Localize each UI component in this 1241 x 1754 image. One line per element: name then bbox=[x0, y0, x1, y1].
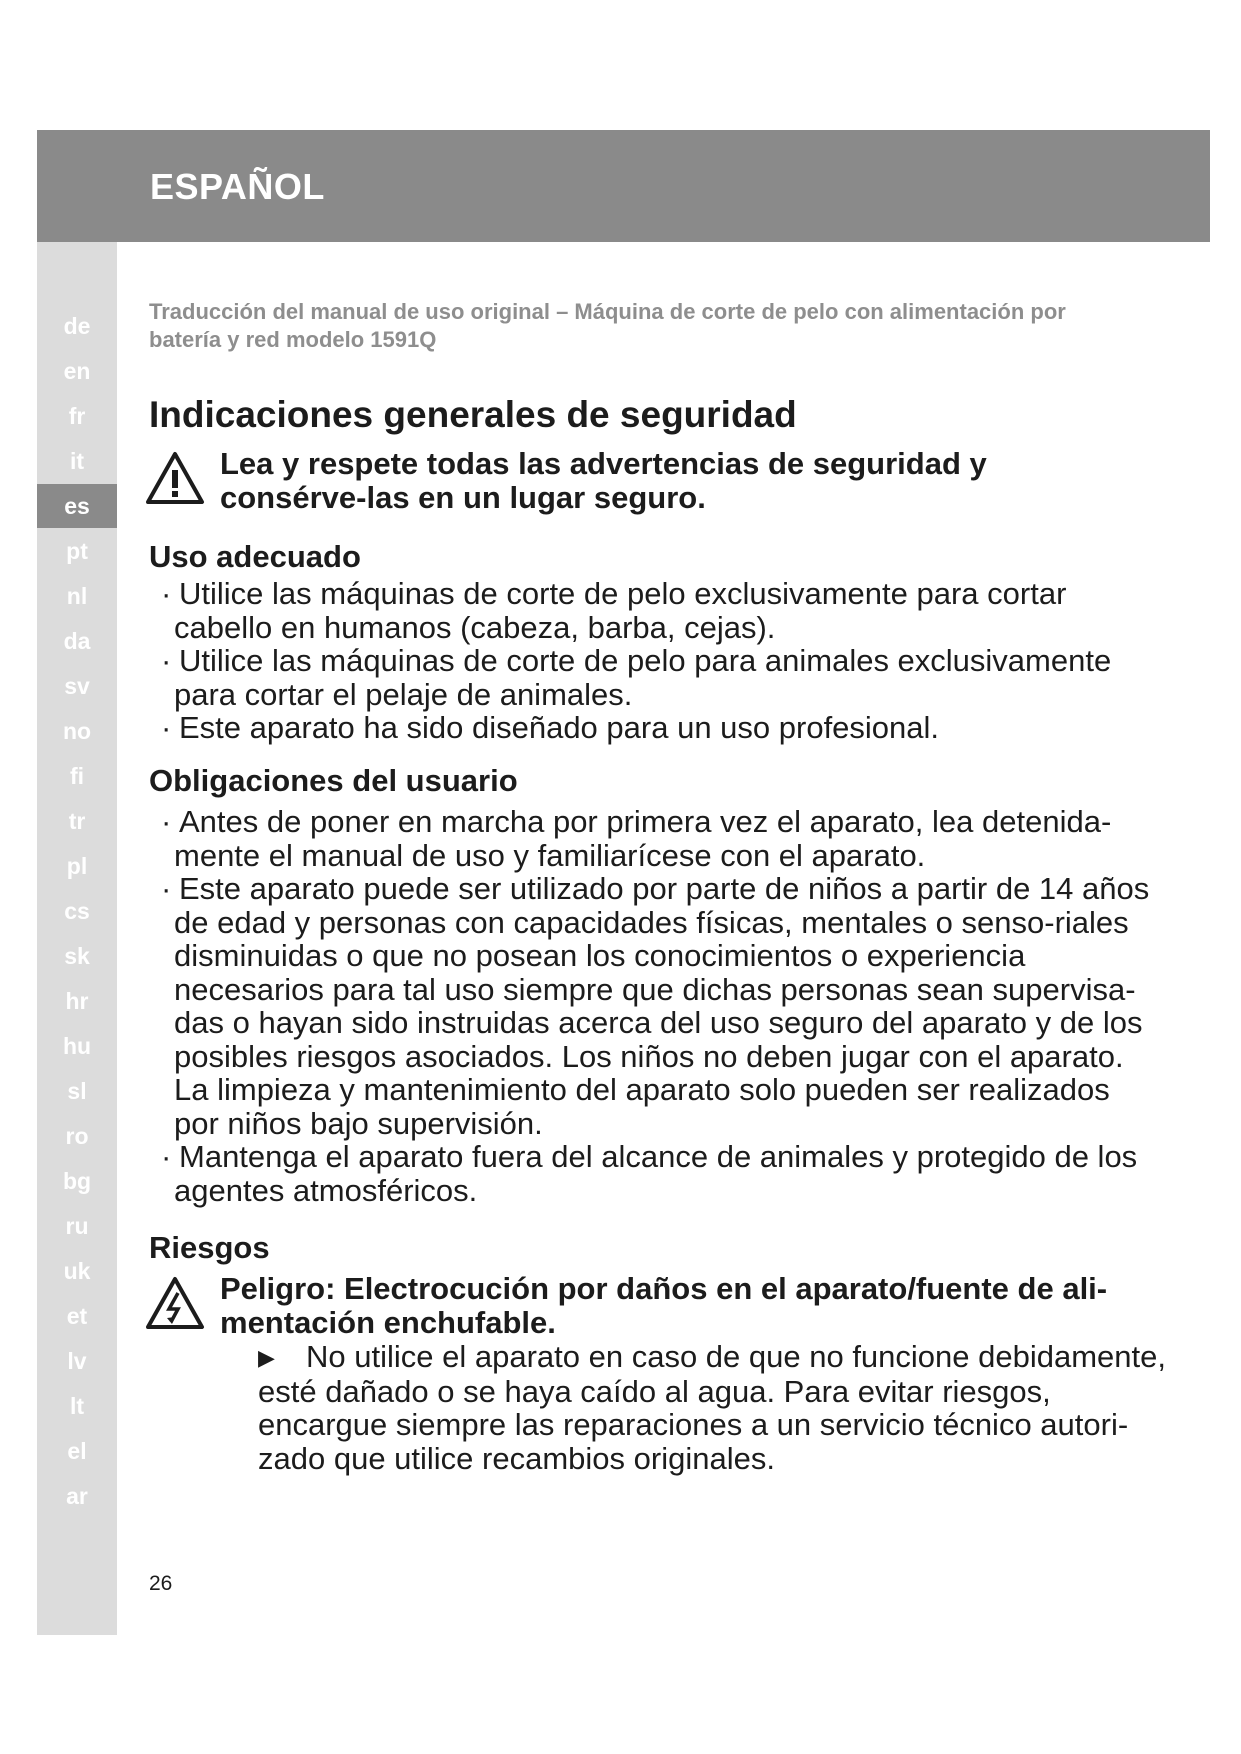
general-warning-text: Lea y respete todas las advertencias de seguridad y consérve-las en un lugar seguro. bbox=[220, 446, 987, 515]
list-item: · Este aparato puede ser utilizado por parte de niños a partir de 14 años de edad y personas con capacidades físicas, mentales o senso-riales disminuidas o que no posean los conocimientos o experiencia necesarios para tal uso siempre que dichas personas sean supervisa-das o hayan sido instruidas acerca del uso seguro del aparato y de los posibles riesgos asociados. Los niños no deben jugar con el aparato. La limpieza y mantenimiento del aparato solo pueden ser realizados por niños bajo supervisión. bbox=[161, 871, 1150, 1141]
electric-shock-warning-icon bbox=[145, 1276, 205, 1330]
arrow-right-icon: ▶ bbox=[258, 1345, 275, 1370]
lang-tab-tr[interactable]: tr bbox=[68, 808, 86, 834]
language-sidebar bbox=[37, 242, 117, 1635]
lang-tab-ro[interactable]: ro bbox=[65, 1123, 89, 1149]
lang-tab-no[interactable]: no bbox=[62, 718, 92, 744]
list-item: · Este aparato ha sido diseñado para un uso profesional. bbox=[161, 710, 940, 745]
section-heading-uso: Uso adecuado bbox=[149, 539, 361, 574]
lang-tab-sk[interactable]: sk bbox=[64, 943, 90, 969]
lang-tab-hu[interactable]: hu bbox=[62, 1033, 92, 1059]
lang-tab-fi[interactable]: fi bbox=[69, 763, 85, 789]
lang-tab-hr[interactable]: hr bbox=[65, 988, 89, 1014]
page-title: Indicaciones generales de seguridad bbox=[149, 394, 797, 435]
lang-tab-uk[interactable]: uk bbox=[63, 1258, 91, 1284]
obligaciones-list bbox=[149, 805, 1159, 1207]
lang-tab-el[interactable]: el bbox=[67, 1438, 87, 1464]
lang-tab-ar[interactable]: ar bbox=[66, 1483, 88, 1509]
danger-instruction: ▶ No utilice el aparato en caso de que no funcione debidamente, esté dañado o se haya caído al agua. Para evitar riesgos, encargue siempre las reparaciones a un servicio técnico autori-zado que utilice recambios originales. bbox=[258, 1339, 1166, 1476]
lang-tab-sv[interactable]: sv bbox=[64, 673, 90, 699]
list-item: · Utilice las máquinas de corte de pelo para animales exclusivamente para cortar el pelaje de animales. bbox=[161, 643, 1112, 712]
lang-tab-bg[interactable]: bg bbox=[62, 1168, 92, 1194]
section-heading-riesgos: Riesgos bbox=[149, 1230, 270, 1265]
lang-tab-fr[interactable]: fr bbox=[68, 403, 86, 429]
general-warning bbox=[145, 447, 1125, 527]
lang-tab-cs[interactable]: cs bbox=[64, 898, 90, 924]
danger-warning-text: Peligro: Electrocución por daños en el aparato/fuente de ali-mentación enchufable. bbox=[220, 1271, 1108, 1340]
list-item: · Utilice las máquinas de corte de pelo exclusivamente para cortar cabello en humanos (cabeza, barba, cejas). bbox=[161, 576, 1067, 645]
lang-tab-en[interactable]: en bbox=[63, 358, 91, 384]
warning-triangle-icon bbox=[145, 451, 205, 505]
lang-tab-it[interactable]: it bbox=[69, 448, 85, 474]
list-item: · Antes de poner en marcha por primera vez el aparato, lea detenida-mente el manual de uso y familiarícese con el aparato. bbox=[161, 804, 1112, 873]
language-header-bar bbox=[37, 130, 1210, 242]
lang-tab-pt[interactable]: pt bbox=[66, 538, 88, 564]
lang-tab-es[interactable]: es bbox=[37, 484, 117, 528]
lang-tab-lv[interactable]: lv bbox=[67, 1348, 87, 1374]
lang-tab-pl[interactable]: pl bbox=[66, 853, 88, 879]
section-heading-obligaciones: Obligaciones del usuario bbox=[149, 763, 518, 798]
lang-tab-sl[interactable]: sl bbox=[67, 1078, 87, 1104]
language-title: ESPAÑOL bbox=[150, 166, 325, 207]
lang-tab-da[interactable]: da bbox=[63, 628, 91, 654]
lang-tab-nl[interactable]: nl bbox=[66, 583, 88, 609]
list-item: · Mantenga el aparato fuera del alcance de animales y protegido de los agentes atmosféricos. bbox=[161, 1139, 1138, 1208]
lang-tab-et[interactable]: et bbox=[66, 1303, 88, 1329]
manual-subtitle: Traducción del manual de uso original – Máquina de corte de pelo con alimentación por batería y red modelo 1591Q bbox=[149, 299, 1066, 352]
lang-tab-lt[interactable]: lt bbox=[69, 1393, 85, 1419]
uso-list bbox=[149, 577, 1159, 745]
lang-tab-ru[interactable]: ru bbox=[65, 1213, 89, 1239]
page-number: 26 bbox=[149, 1572, 173, 1595]
lang-tab-de[interactable]: de bbox=[63, 313, 91, 339]
